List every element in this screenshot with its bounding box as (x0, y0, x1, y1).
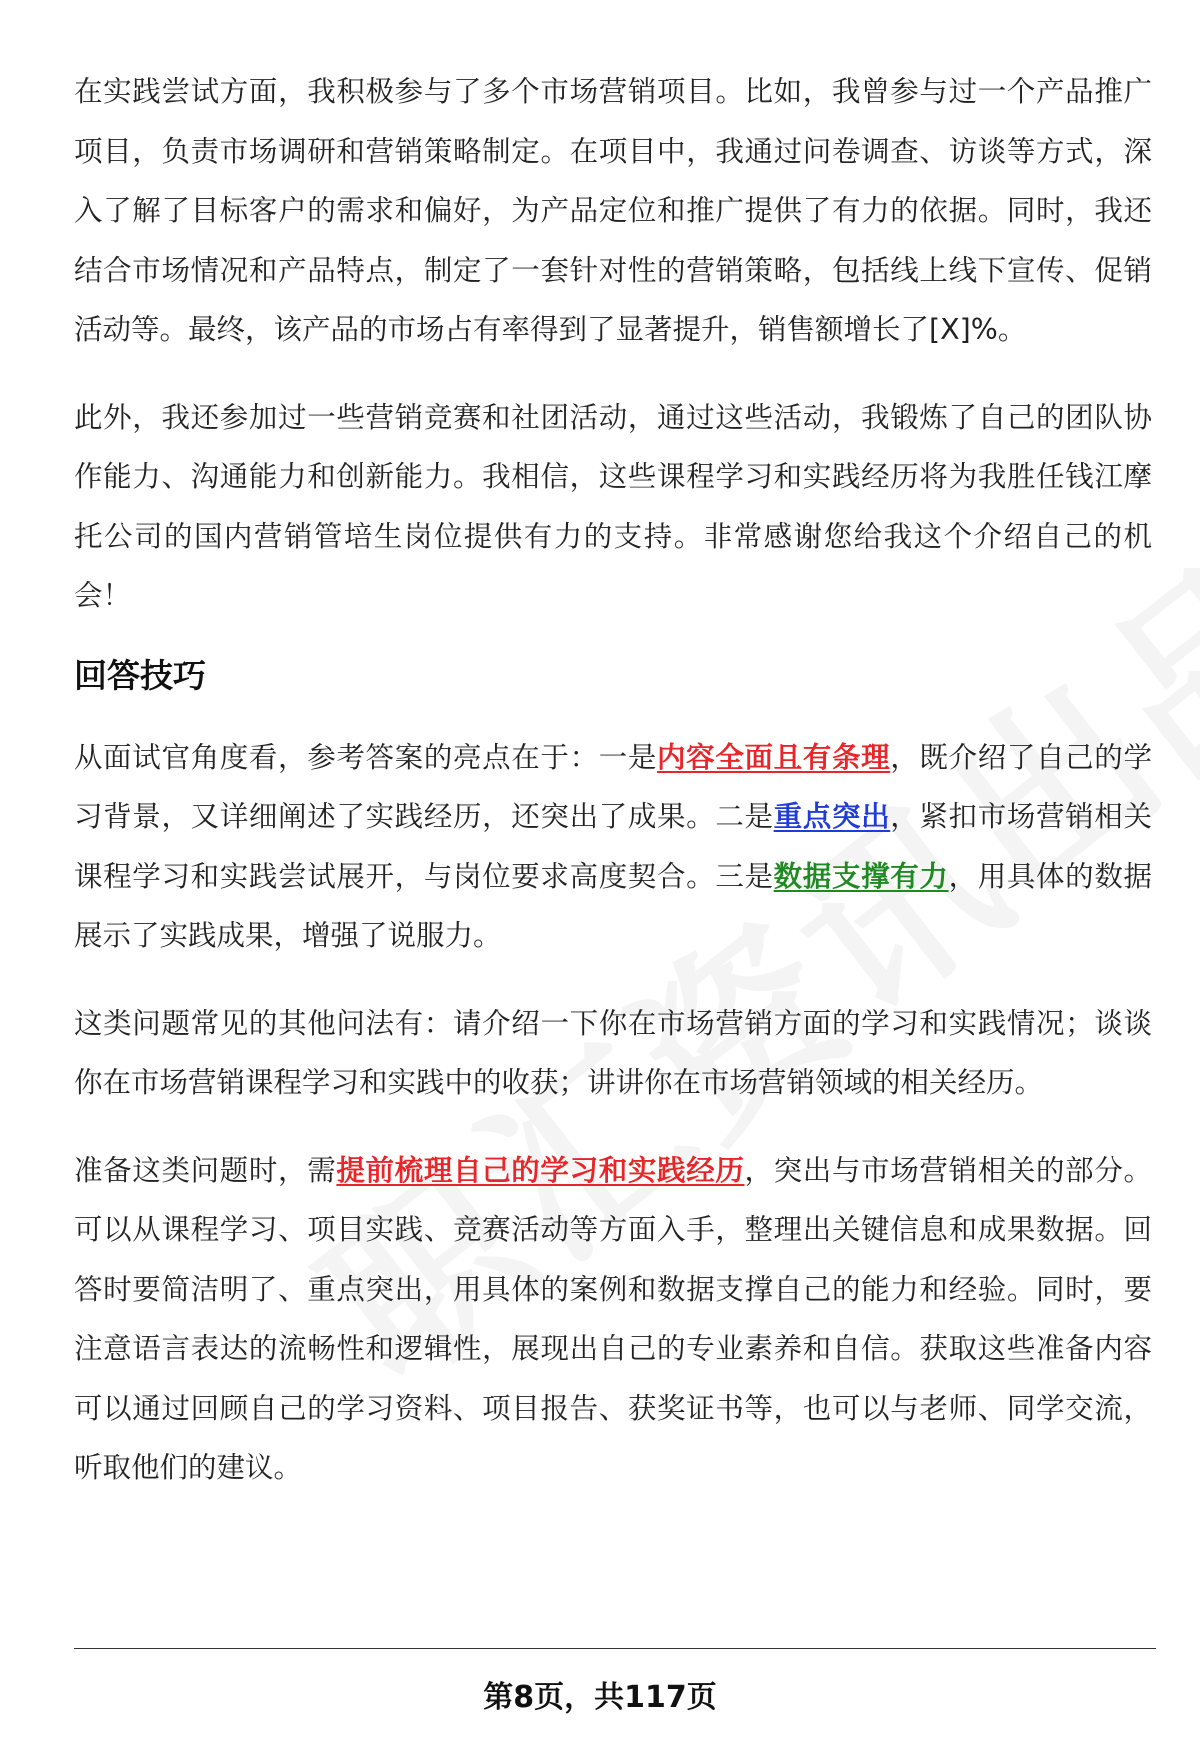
prep-text-2: ，突出与市场营销相关的部分。可以从课程学习、项目实践、竞赛活动等方面入手，整理出关键信息和成果数据。回答时要简洁明了、重点突出，用具体的案例和数据支撑自己的能力和经验。同时，要注意语言表达的流畅性和逻辑性，展现出自己的专业素养和自信。获取这些准备内容可以通过回顾自己的学习资料、项目报告、获奖证书等，也可以与老师、同学交流，听取他们的建议。 (74, 1153, 1152, 1484)
highlight-data-support: 数据支撑有力 (773, 859, 949, 893)
footer-divider (74, 1648, 1156, 1649)
highlight-comprehensive: 内容全面且有条理 (657, 740, 891, 774)
page-content (74, 62, 1152, 1526)
practice-paragraph: 在实践尝试方面，我积极参与了多个市场营销项目。比如，我曾参与过一个产品推广项目，负责市场调研和营销策略制定。在项目中，我通过问卷调查、访谈等方式，深入了解了目标客户的需求和偏好，为产品定位和推广提供了有力的依据。同时，我还结合市场情况和产品特点，制定了一套针对性的营销策略，包括线上线下宣传、促销活动等。最终，该产品的市场占有率得到了显著提升，销售额增长了[X]%。 (74, 75, 1152, 346)
tips-text-2: ，既介绍了自己的学习背景，又详细阐述了实践经历，还突出了成果。二是 (74, 740, 1152, 833)
activities-paragraph: 此外，我还参加过一些营销竞赛和社团活动，通过这些活动，我锻炼了自己的团队协作能力、沟通能力和创新能力。我相信，这些课程学习和实践经历将为我胜任钱江摩托公司的国内营销管培生岗位提供有力的支持。非常感谢您给我这个介绍自己的机会！ (74, 400, 1152, 612)
prep-text-1: 准备这类问题时，需 (74, 1153, 337, 1187)
tips-text-3: ，紧扣市场营销相关课程学习和实践尝试展开，与岗位要求高度契合。三是 (74, 800, 1152, 893)
highlight-review-experience: 提前梳理自己的学习和实践经历 (336, 1153, 745, 1187)
prep-paragraph (74, 1141, 1152, 1498)
highlight-focus: 重点突出 (773, 800, 891, 833)
tips-text-4: ，用具体的数据展示了实践成果，增强了说服力。 (74, 859, 1152, 952)
tips-paragraph (74, 728, 1152, 966)
page-number: 第8页，共117页 (483, 1680, 717, 1715)
other-questions-paragraph: 这类问题常见的其他问法有：请介绍一下你在市场营销方面的学习和实践情况；谈谈你在市场营销课程学习和实践中的收获；讲讲你在市场营销领域的相关经历。 (74, 1006, 1152, 1099)
tips-text-1: 从面试官角度看，参考答案的亮点在于：一是 (74, 740, 658, 774)
section-heading: 回答技巧 (74, 655, 206, 695)
